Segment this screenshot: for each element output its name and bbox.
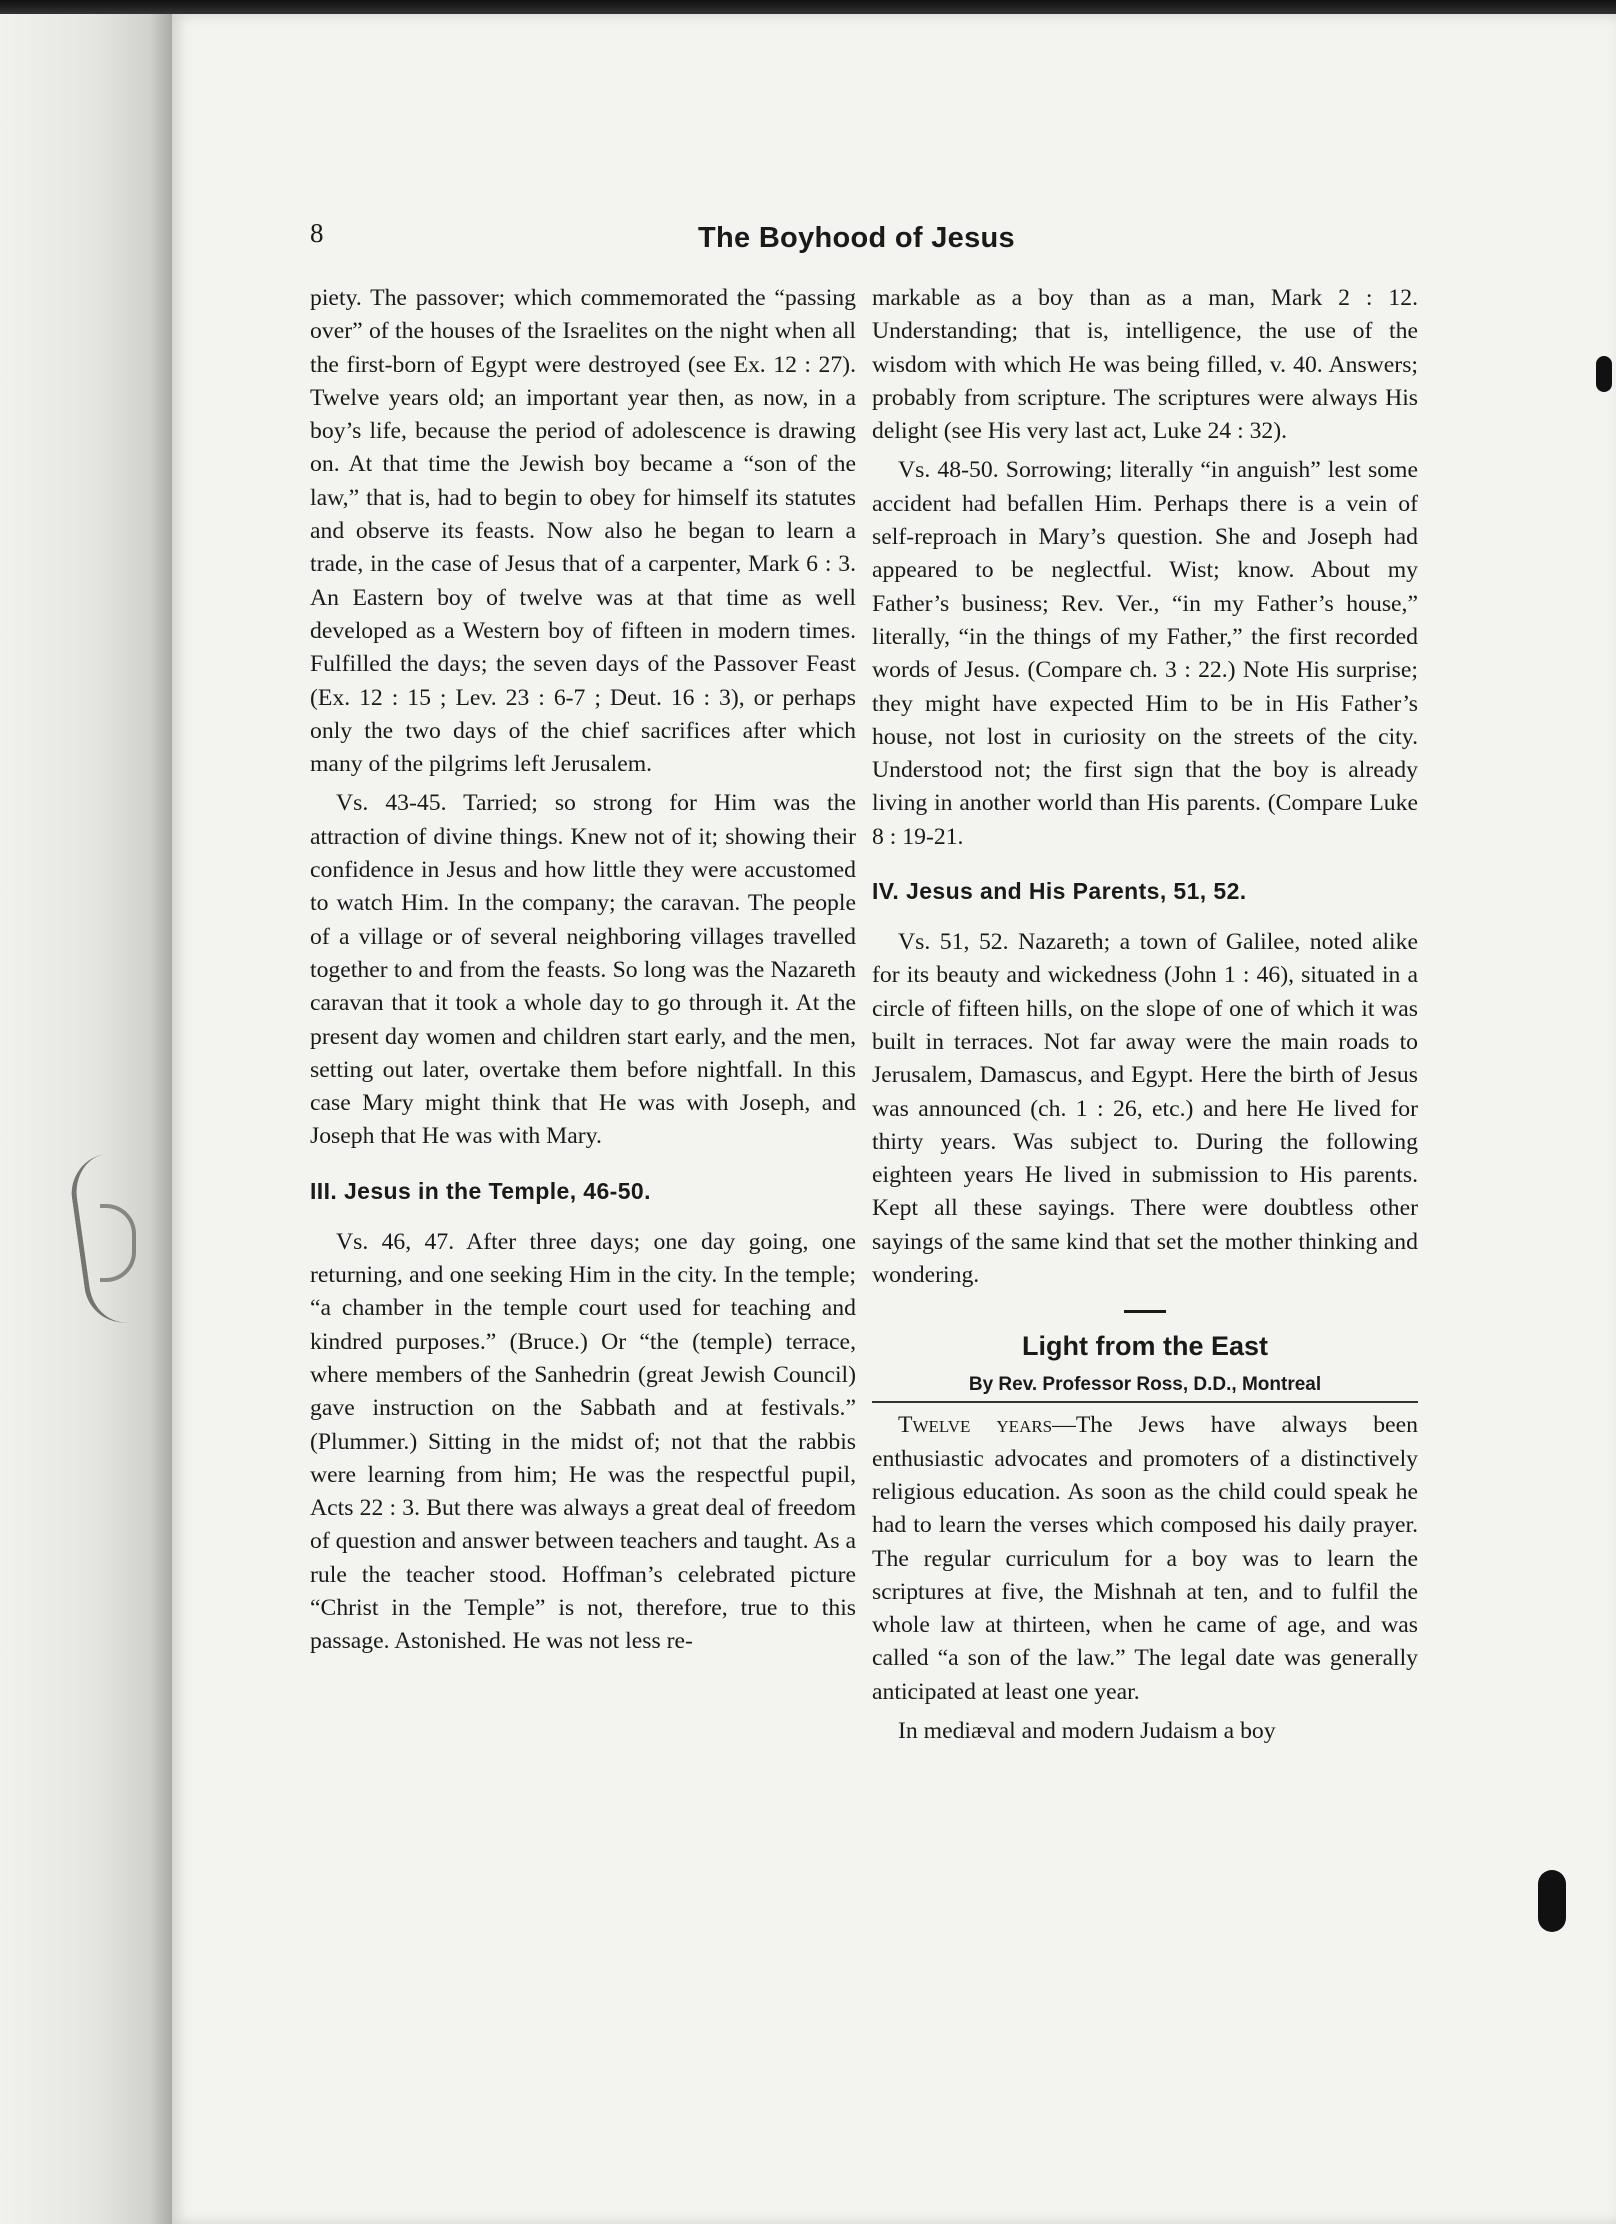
paragraph: Vs. 48-50. Sorrowing; literally “in anguish” lest some accident had befallen Him. Perhaps there is a vein of self-reproach in Mary’s question. She and Joseph had appeared to be neglectful. Wist; know. About my Father’s business; Rev. Ver., “in my Father’s house,” literally, “in the things of my Father,” the first recorded words of Jesus. (Compare ch. 3 : 22.) Note His surprise; they might have expected Him to be in His Father’s house, not lost in curiosity on the streets of the city. Understood not; the first sign that the boy is already living in another world than His parents. (Compare Luke 8 : 19-21.	[872, 457, 1418, 850]
section-heading: IV. Jesus and His Parents, 51, 52.	[872, 878, 1247, 905]
facing-page-edge	[0, 14, 172, 2224]
section-divider	[1124, 1310, 1166, 1313]
paragraph	[872, 1409, 1418, 1709]
scan-artifact	[1596, 356, 1612, 392]
scan-artifact	[1538, 1870, 1566, 1932]
article-title: Light from the East	[1021, 1331, 1268, 1362]
paragraph: Vs. 51, 52. Nazareth; a town of Galilee, noted alike for its beauty and wickedness (John 1 : 46), situated in a circle of fifteen hills, on the slope of one of which it was built in terraces. Not far away were the main roads to Jerusalem, Damascus, and Egypt. Here the birth of Jesus was announced (ch. 1 : 26, etc.) and here He lived for thirty years. Was subject to. During the following eighteen years He lived in submission to His parents. Kept all these sayings. There were doubtless other sayings of the same kind that set the mother thinking and wondering.	[872, 929, 1418, 1289]
running-title: The Boyhood of Jesus	[698, 222, 1015, 254]
page-number: 8	[310, 218, 324, 248]
paragraph: In mediæval and modern Judaism a boy	[898, 1717, 1276, 1744]
left-column	[310, 282, 856, 1659]
right-column	[872, 282, 1418, 1748]
section-heading: III. Jesus in the Temple, 46-50.	[310, 1177, 651, 1204]
lead-in: Twelve years	[898, 1412, 1053, 1439]
scan-top-border	[0, 0, 1616, 14]
paragraph: markable as a boy than as a man, Mark 2 : 12. Understanding; that is, intelligence, the use of the wisdom with which He was being filled, v. 40. Answers; probably from scripture. The scriptures were always His delight (see His very last act, Luke 24 : 32).	[872, 285, 1418, 445]
byline: By Rev. Professor Ross, D.D., Montreal	[872, 1371, 1418, 1403]
paragraph-text: —The Jews have always been enthusiastic advocates and promoters of a distinctively religious education. As soon as the child could speak he had to learn the verses which composed his daily prayer. The regular curriculum for a boy was to learn the scriptures at five, the Mishnah at ten, and to fulfil the whole law at thirteen, when he came of age, and was called “a son of the law.” The legal date was generally anticipated at least one year.	[872, 1412, 1418, 1705]
paragraph: Vs. 46, 47. After three days; one day going, one returning, and one seeking Him in the city. In the temple; “a chamber in the temple court used for teaching and kindred purposes.” (Bruce.) Or “the (temple) terrace, where members of the Sanhedrin (great Jewish Council) gave instruction on the Sabbath and at festivals.” (Plummer.) Sitting in the midst of; not that the rabbis were learning from him; He was the respectful pupil, Acts 22 : 3. But there was always a great deal of freedom of question and answer between teachers and taught. As a rule the teacher stood. Hoffman’s celebrated picture “Christ in the Temple” is not, therefore, true to this passage. Astonished. He was not less re-	[310, 1228, 856, 1655]
paragraph: piety. The passover; which commemorated the “passing over” of the houses of the Israelites on the night when all the first-born of Egypt were destroyed (see Ex. 12 : 27). Twelve years old; an important year then, as now, in a boy’s life, because the period of adolescence is drawing on. At that time the Jewish boy became a “son of the law,” that is, had to begin to obey for himself its statutes and observe its feasts. Now also he began to learn a trade, in the case of Jesus that of a carpenter, Mark 6 : 3. An Eastern boy of twelve was at that time as well developed as a Western boy of fifteen in modern times. Fulfilled the days; the seven days of the Passover Feast (Ex. 12 : 15 ; Lev. 23 : 6-7 ; Deut. 16 : 3), or perhaps only the two days of the chief sacrifices after which many of the pilgrims left Jerusalem.	[310, 285, 856, 778]
paragraph: Vs. 43-45. Tarried; so strong for Him was the attraction of divine things. Knew not of it; showing their confidence in Jesus and how little they were accustomed to watch Him. In the company; the caravan. The people of a village or of several neighboring villages travelled together to and from the feasts. So long was the Nazareth caravan that it took a whole day to go through it. At the present day women and children start early, and the men, setting out later, overtake them before nightfall. In this case Mary might think that He was with Joseph, and Joseph that He was with Mary.	[310, 790, 856, 1150]
